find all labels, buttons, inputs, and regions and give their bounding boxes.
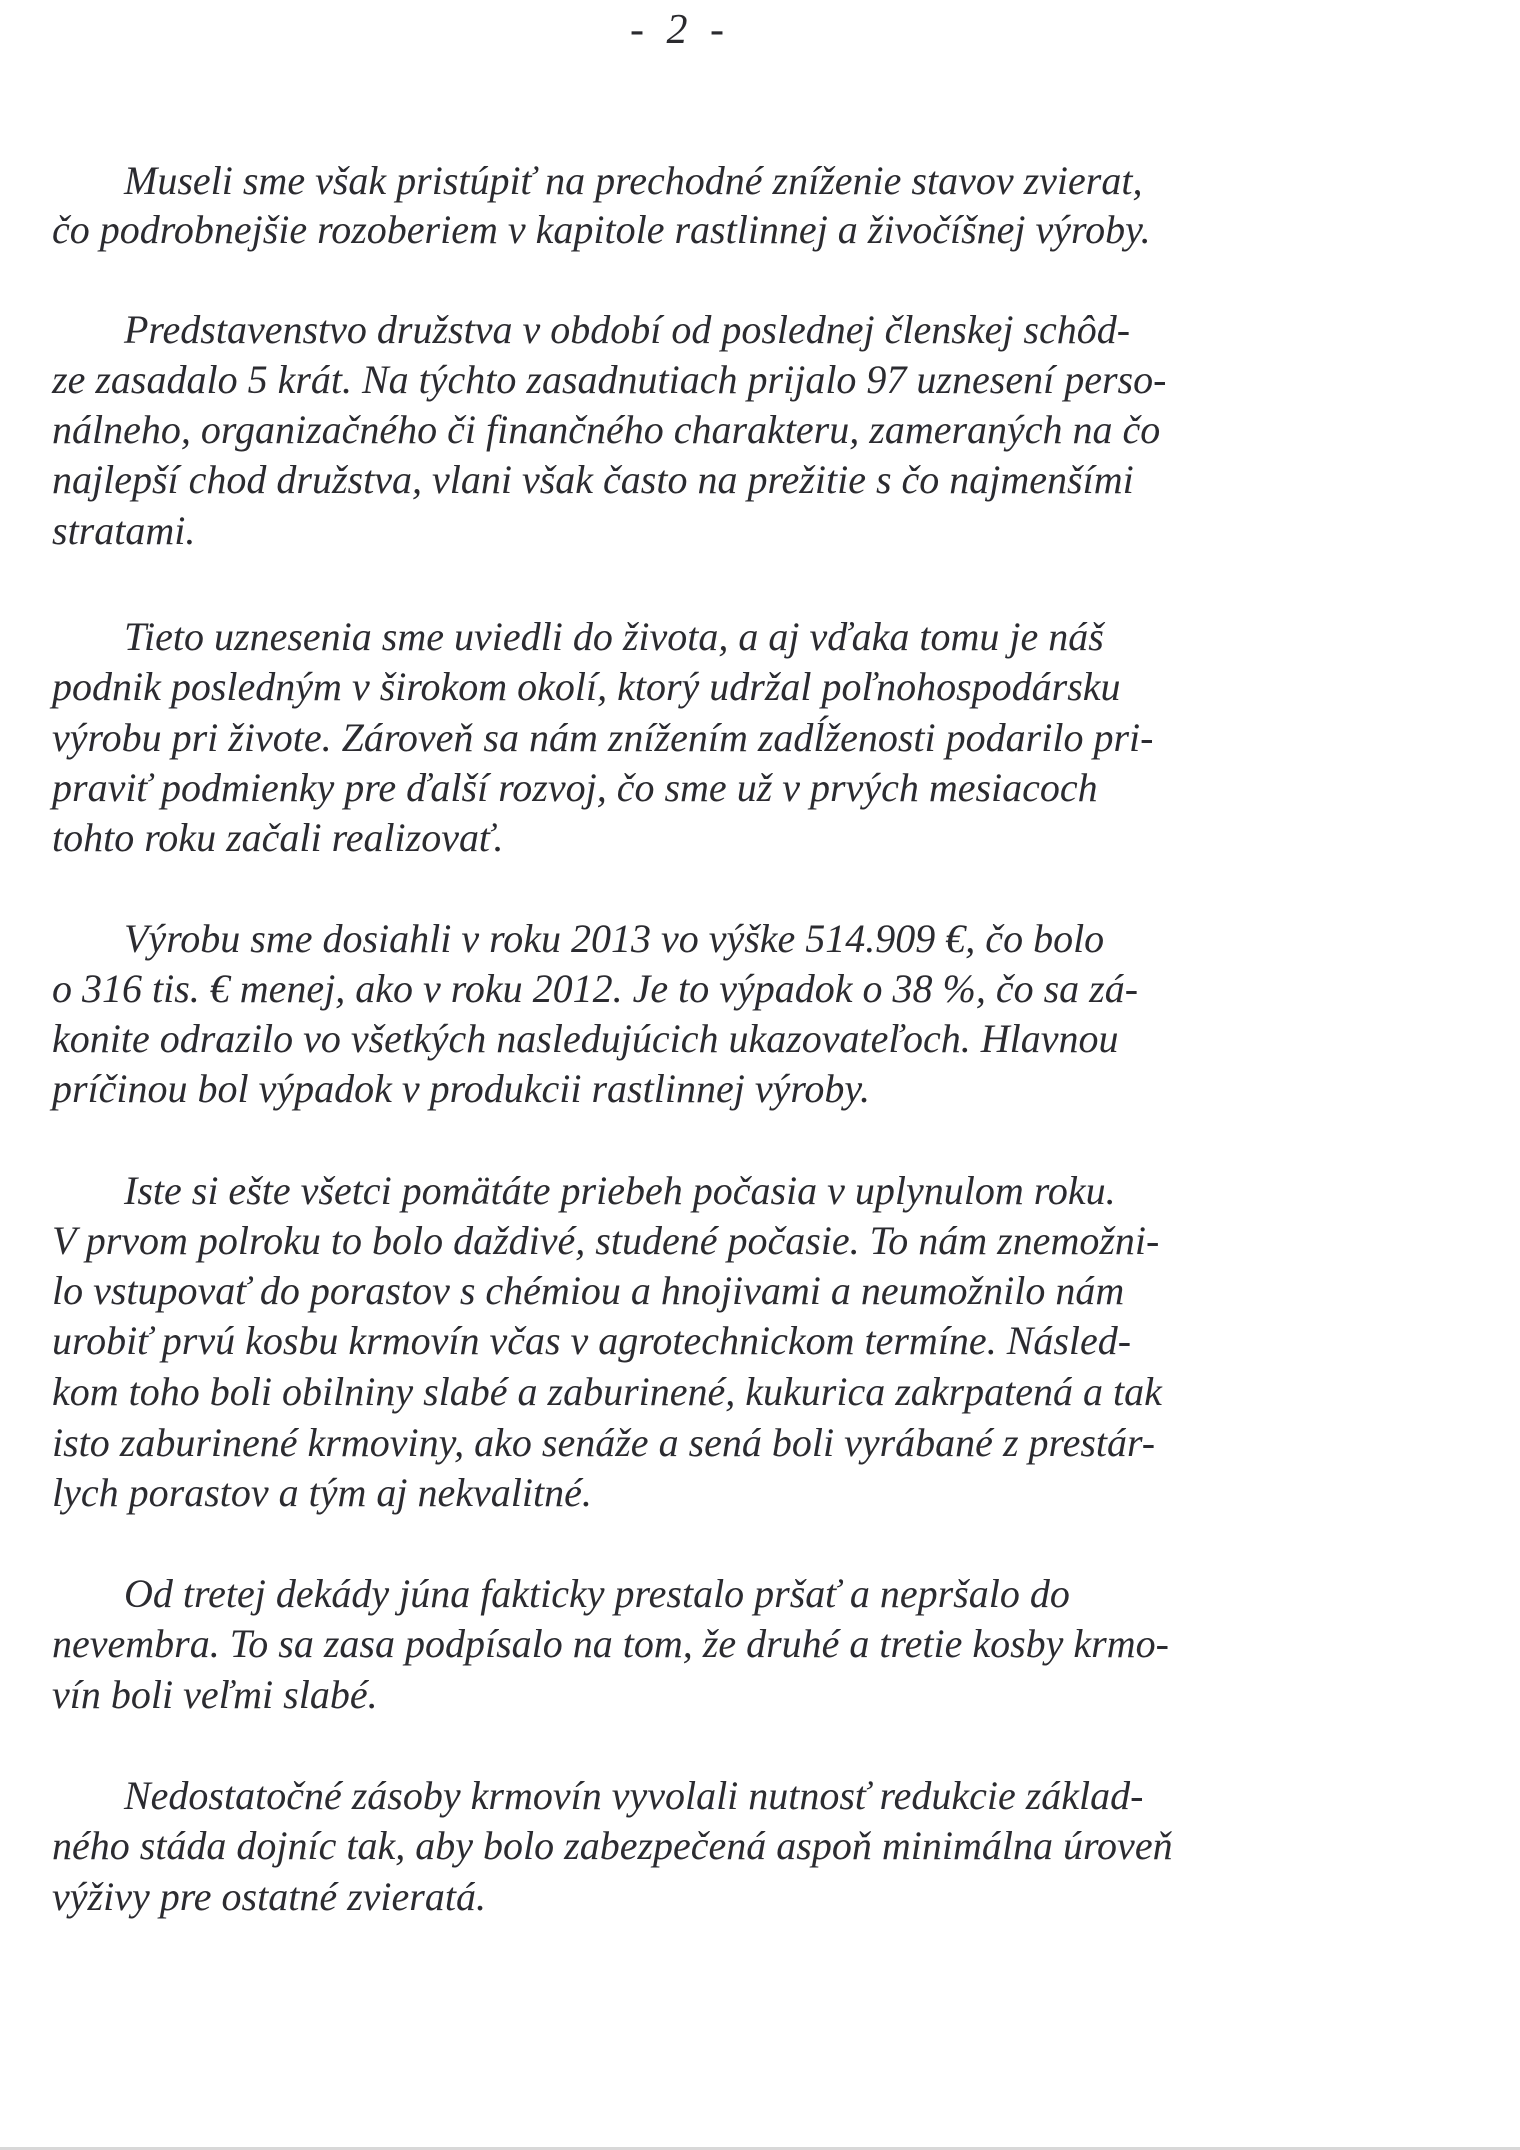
text-line: Predstavenstvo družstva v období od poslednej členskej schôd- xyxy=(124,307,1131,352)
text-line: isto zaburinené krmoviny, ako senáže a sená boli vyrábané z prestár- xyxy=(52,1420,1156,1465)
text-line: konite odrazilo vo všetkých nasledujúcich ukazovateľoch. Hlavnou xyxy=(52,1016,1119,1061)
text-line: praviť podmienky pre ďalší rozvoj, čo sme už v prvých mesiacoch xyxy=(52,765,1098,810)
text-line: podnik posledným v širokom okolí, ktorý udržal poľnohospodársku xyxy=(52,664,1121,709)
text-line: výrobu pri živote. Zároveň sa nám znížením zadĺženosti podarilo pri- xyxy=(52,715,1154,760)
text-line: Od tretej dekády júna fakticky prestalo pršať a nepršalo do xyxy=(124,1571,1070,1616)
text-line: nevembra. To sa zasa podpísalo na tom, že druhé a tretie kosby krmo- xyxy=(52,1621,1169,1666)
text-line: lo vstupovať do porastov s chémiou a hnojivami a neumožnilo nám xyxy=(52,1268,1125,1313)
text-line: výživy pre ostatné zvieratá. xyxy=(52,1874,486,1919)
text-line: kom toho boli obilniny slabé a zaburinené, kukurica zakrpatená a tak xyxy=(52,1369,1162,1414)
text-line: vín boli veľmi slabé. xyxy=(52,1672,378,1717)
text-line: Museli sme však pristúpiť na prechodné zníženie stavov zvierat, xyxy=(124,158,1143,203)
text-line: o 316 tis. € menej, ako v roku 2012. Je to výpadok o 38 %, čo sa zá- xyxy=(52,966,1139,1011)
text-line: V prvom polroku to bolo daždivé, studené počasie. To nám znemožni- xyxy=(52,1218,1160,1263)
text-line: lych porastov a tým aj nekvalitné. xyxy=(52,1470,592,1515)
text-line: Iste si ešte všetci pomätáte priebeh počasia v uplynulom roku. xyxy=(124,1168,1116,1213)
page-number: - 2 - xyxy=(630,7,730,53)
text-line: príčinou bol výpadok v produkcii rastlinnej výroby. xyxy=(52,1066,870,1111)
text-line: urobiť prvú kosbu krmovín včas v agrotechnickom termíne. Násled- xyxy=(52,1318,1132,1363)
text-line: stratami. xyxy=(52,508,196,553)
text-line: Tieto uznesenia sme uviedli do života, a aj vďaka tomu je náš xyxy=(124,614,1104,659)
text-line: tohto roku začali realizovať. xyxy=(52,815,504,860)
text-line: Výrobu sme dosiahli v roku 2013 vo výške 514.909 €, čo bolo xyxy=(124,916,1105,961)
text-line: ze zasadalo 5 krát. Na týchto zasadnutiach prijalo 97 uznesení perso- xyxy=(52,357,1167,402)
text-line: nálneho, organizačného či finančného charakteru, zameraných na čo xyxy=(52,407,1161,452)
text-line: ného stáda dojníc tak, aby bolo zabezpečená aspoň minimálna úroveň xyxy=(52,1823,1173,1868)
text-line: Nedostatočné zásoby krmovín vyvolali nutnosť redukcie základ- xyxy=(124,1773,1144,1818)
text-line: čo podrobnejšie rozoberiem v kapitole rastlinnej a živočíšnej výroby. xyxy=(52,207,1151,252)
text-line: najlepší chod družstva, vlani však často na prežitie s čo najmenšími xyxy=(52,457,1134,502)
